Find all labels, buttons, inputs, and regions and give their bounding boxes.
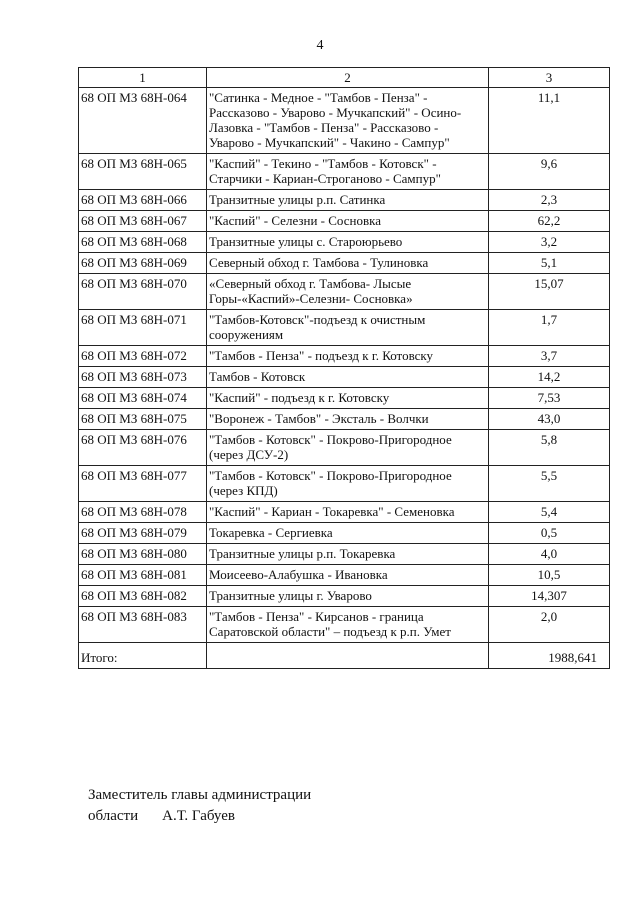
road-code: 68 ОП МЗ 68Н-076 — [79, 430, 207, 466]
road-length: 5,4 — [489, 502, 610, 523]
road-length: 1,7 — [489, 310, 610, 346]
road-length: 43,0 — [489, 409, 610, 430]
total-label: Итого: — [79, 643, 207, 669]
total-value: 1988,641 — [489, 643, 610, 669]
road-name: "Тамбов - Пенза" - Кирсанов - граница Саратовской области" – подъезд к р.п. Умет — [207, 607, 489, 643]
road-name: Транзитные улицы с. Староюрьево — [207, 232, 489, 253]
road-code: 68 ОП МЗ 68Н-079 — [79, 523, 207, 544]
table-row — [79, 523, 610, 544]
table-row — [79, 544, 610, 565]
road-length: 9,6 — [489, 154, 610, 190]
road-name: Тамбов - Котовск — [207, 367, 489, 388]
column-header-3: 3 — [489, 68, 610, 88]
table-row — [79, 388, 610, 409]
table-row — [79, 607, 610, 643]
road-length: 2,0 — [489, 607, 610, 643]
road-length: 14,2 — [489, 367, 610, 388]
total-row — [79, 643, 610, 669]
table-row — [79, 367, 610, 388]
road-length: 10,5 — [489, 565, 610, 586]
road-length: 2,3 — [489, 190, 610, 211]
table-row — [79, 346, 610, 367]
road-name: Транзитные улицы г. Уварово — [207, 586, 489, 607]
road-length: 15,07 — [489, 274, 610, 310]
road-length: 3,2 — [489, 232, 610, 253]
table-row — [79, 409, 610, 430]
table-row — [79, 586, 610, 607]
road-length: 7,53 — [489, 388, 610, 409]
road-code: 68 ОП МЗ 68Н-074 — [79, 388, 207, 409]
table-row — [79, 253, 610, 274]
table-row — [79, 154, 610, 190]
table-row — [79, 232, 610, 253]
road-name: "Тамбов - Котовск" - Покрово-Пригородное (через КПД) — [207, 466, 489, 502]
road-name: "Каспий" - подъезд к г. Котовску — [207, 388, 489, 409]
road-code: 68 ОП МЗ 68Н-073 — [79, 367, 207, 388]
road-code: 68 ОП МЗ 68Н-083 — [79, 607, 207, 643]
road-code: 68 ОП МЗ 68Н-078 — [79, 502, 207, 523]
road-length: 4,0 — [489, 544, 610, 565]
table-row — [79, 88, 610, 154]
road-length: 62,2 — [489, 211, 610, 232]
total-empty-cell — [207, 643, 489, 669]
road-code: 68 ОП МЗ 68Н-070 — [79, 274, 207, 310]
road-code: 68 ОП МЗ 68Н-081 — [79, 565, 207, 586]
road-name: Токаревка - Сергиевка — [207, 523, 489, 544]
road-code: 68 ОП МЗ 68Н-067 — [79, 211, 207, 232]
road-code: 68 ОП МЗ 68Н-065 — [79, 154, 207, 190]
road-name: "Воронеж - Тамбов" - Эксталь - Волчки — [207, 409, 489, 430]
road-code: 68 ОП МЗ 68Н-082 — [79, 586, 207, 607]
table-row — [79, 310, 610, 346]
road-name: "Тамбов - Котовск" - Покрово-Пригородное (через ДСУ-2) — [207, 430, 489, 466]
page-number: 4 — [316, 38, 324, 53]
road-code: 68 ОП МЗ 68Н-072 — [79, 346, 207, 367]
table-row — [79, 274, 610, 310]
signature-position: Заместитель главы администрации — [88, 787, 312, 803]
road-name: Транзитные улицы р.п. Сатинка — [207, 190, 489, 211]
road-length: 3,7 — [489, 346, 610, 367]
road-name: Моисеево-Алабушка - Ивановка — [207, 565, 489, 586]
road-name: Транзитные улицы р.п. Токаревка — [207, 544, 489, 565]
road-code: 68 ОП МЗ 68Н-066 — [79, 190, 207, 211]
road-length: 11,1 — [489, 88, 610, 154]
road-code: 68 ОП МЗ 68Н-075 — [79, 409, 207, 430]
road-code: 68 ОП МЗ 68Н-068 — [79, 232, 207, 253]
column-header-2: 2 — [207, 68, 489, 88]
road-code: 68 ОП МЗ 68Н-077 — [79, 466, 207, 502]
road-code: 68 ОП МЗ 68Н-080 — [79, 544, 207, 565]
road-code: 68 ОП МЗ 68Н-069 — [79, 253, 207, 274]
road-length: 14,307 — [489, 586, 610, 607]
table-row — [79, 502, 610, 523]
column-header-1: 1 — [79, 68, 207, 88]
road-length: 5,1 — [489, 253, 610, 274]
roads-table — [78, 67, 610, 669]
signatory-name: А.Т. Габуев — [162, 808, 235, 824]
road-name: "Тамбов-Котовск"-подъезд к очистным сооружениям — [207, 310, 489, 346]
table-row — [79, 565, 610, 586]
table-row — [79, 211, 610, 232]
road-name: "Каспий" - Селезни - Сосновка — [207, 211, 489, 232]
road-name: "Каспий" - Текино - "Тамбов - Котовск" - Старчики - Кариан-Строганово - Сампур" — [207, 154, 489, 190]
road-name: Северный обход г. Тамбова - Тулиновка — [207, 253, 489, 274]
road-name: "Тамбов - Пенза" - подъезд к г. Котовску — [207, 346, 489, 367]
road-name: "Сатинка - Медное - "Тамбов - Пенза" - Рассказово - Уварово - Мучкапский" - Осино-Лазовка - "Тамбов - Пенза" - Рассказово - Уварово - Мучкапский" - Чакино - Сампур" — [207, 88, 489, 154]
header-row — [79, 68, 610, 88]
road-name: "Каспий" - Кариан - Токаревка" - Семеновка — [207, 502, 489, 523]
signature-line — [88, 806, 311, 827]
table-row — [79, 190, 610, 211]
road-length: 5,8 — [489, 430, 610, 466]
road-code: 68 ОП МЗ 68Н-071 — [79, 310, 207, 346]
road-length: 0,5 — [489, 523, 610, 544]
signature-position-region: области — [88, 808, 139, 824]
signature-block — [88, 785, 311, 827]
table-row — [79, 466, 610, 502]
road-name: «Северный обход г. Тамбова- Лысые Горы-«Каспий»-Селезни- Сосновка» — [207, 274, 489, 310]
road-code: 68 ОП МЗ 68Н-064 — [79, 88, 207, 154]
road-length: 5,5 — [489, 466, 610, 502]
table-row — [79, 430, 610, 466]
